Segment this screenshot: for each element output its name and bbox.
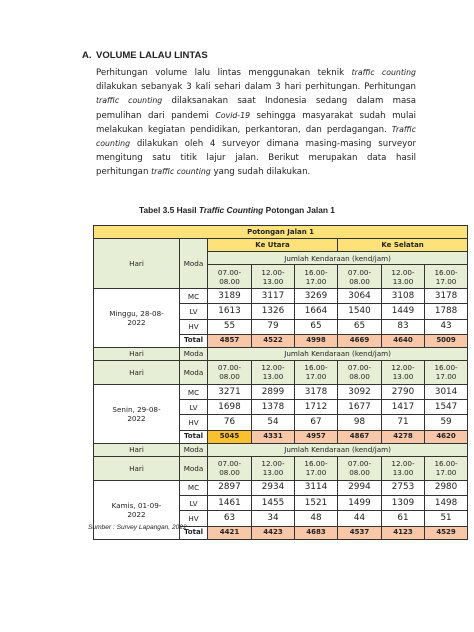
table-row — [94, 456, 468, 480]
header-moda: Moda — [180, 347, 208, 360]
total-cell: 4620 — [425, 430, 468, 443]
table-cell: 48 — [295, 511, 338, 526]
header-unit: Jumlah Kendaraan (kend/jam) — [208, 252, 468, 265]
table-row — [94, 443, 468, 456]
header-time: 12.00- 13.00 — [382, 456, 425, 480]
table-cell: 3178 — [295, 384, 338, 399]
para-text: sehingga masyarakat sudah mulai melakukan kegiatan pendidikan, perkantoran, dan perdagangan. — [96, 110, 416, 135]
header-moda: Moda — [180, 360, 208, 384]
para-italic: Covid-19 — [215, 110, 251, 120]
table-cell: 83 — [382, 319, 425, 334]
header-hari: Hari — [94, 360, 180, 384]
traffic-count-table — [93, 225, 468, 540]
header-time: 07.00- 08.00 — [338, 360, 382, 384]
mode-label: HV — [180, 415, 208, 430]
section-letter: A. — [82, 50, 92, 61]
table-cell: 54 — [252, 415, 295, 430]
table-cell: 1449 — [382, 304, 425, 319]
mode-label: MC — [180, 384, 208, 399]
body-paragraph — [96, 66, 416, 180]
header-time: 12.00- 13.00 — [252, 265, 295, 289]
table-cell: 61 — [382, 511, 425, 526]
table-cell: 3271 — [208, 384, 252, 399]
header-hari: Hari — [94, 456, 180, 480]
total-cell: 4683 — [295, 526, 338, 539]
header-moda: Moda — [180, 239, 208, 289]
day-label: Senin, 29-08- 2022 — [94, 384, 180, 443]
total-cell: 4529 — [425, 526, 468, 539]
table-row — [94, 239, 468, 252]
header-time: 16.00- 17.00 — [425, 265, 468, 289]
table-cell: 44 — [338, 511, 382, 526]
header-time: 16.00- 17.00 — [295, 456, 338, 480]
table-cell: 63 — [208, 511, 252, 526]
total-cell: 4998 — [295, 334, 338, 347]
mode-label: LV — [180, 304, 208, 319]
table-cell: 1378 — [252, 400, 295, 415]
total-cell: 4421 — [208, 526, 252, 539]
caption-italic: Traffic Counting — [198, 205, 264, 215]
table-cell: 1613 — [208, 304, 252, 319]
header-time: 16.00- 17.00 — [295, 360, 338, 384]
table-cell: 2980 — [425, 480, 468, 495]
mode-label: HV — [180, 319, 208, 334]
para-text: dilaksanakan saat Indonesia sedang dalam masa pemulihan dari pandemi — [96, 96, 417, 121]
table-cell: 1712 — [295, 400, 338, 415]
header-time: 12.00- 13.00 — [252, 456, 295, 480]
table-cell: 1498 — [425, 496, 468, 511]
table-cell: 1521 — [295, 496, 338, 511]
header-time: 16.00- 17.00 — [425, 360, 468, 384]
total-cell: 4857 — [208, 334, 252, 347]
table-cell: 1698 — [208, 400, 252, 415]
para-text: dilakukan sebanyak 3 kali sehari dalam 3 hari perhitungan. Perhitungan — [96, 82, 416, 93]
header-time: 07.00- 08.00 — [338, 456, 382, 480]
table-cell: 2899 — [252, 384, 295, 399]
total-cell: 4537 — [338, 526, 382, 539]
table-cell: 1417 — [382, 400, 425, 415]
table-cell: 1326 — [252, 304, 295, 319]
header-hari: Hari — [94, 443, 180, 456]
table-row — [94, 289, 468, 304]
header-time: 07.00- 08.00 — [208, 265, 252, 289]
table-cell: 1499 — [338, 496, 382, 511]
caption-text: Potongan Jalan 1 — [263, 205, 335, 215]
header-ke-utara: Ke Utara — [208, 239, 338, 252]
table-cell: 71 — [382, 415, 425, 430]
section-heading — [82, 50, 208, 61]
table-cell: 2897 — [208, 480, 252, 495]
para-text: dilakukan oleh 4 surveyor dimana masing-masing surveyor mengitung satu titik lajur jalan. Berikut merupakan data hasil perhitungan — [96, 139, 416, 178]
table-cell: 55 — [208, 319, 252, 334]
table-cell: 1309 — [382, 496, 425, 511]
header-time: 07.00- 08.00 — [208, 456, 252, 480]
header-hari: Hari — [94, 239, 180, 289]
table-cell: 1461 — [208, 496, 252, 511]
table-title: Potongan Jalan 1 — [94, 226, 468, 239]
header-time: 16.00- 17.00 — [295, 265, 338, 289]
table-row — [94, 347, 468, 360]
total-cell: 4522 — [252, 334, 295, 347]
table-row — [94, 360, 468, 384]
header-moda: Moda — [180, 443, 208, 456]
para-italic: traffic counting — [151, 167, 211, 177]
header-unit: Jumlah Kendaraan (kend/jam) — [208, 443, 468, 456]
table-cell: 67 — [295, 415, 338, 430]
table-cell: 3269 — [295, 289, 338, 304]
table-cell: 3108 — [382, 289, 425, 304]
mode-label: MC — [180, 480, 208, 495]
header-moda: Moda — [180, 456, 208, 480]
para-italic: traffic counting — [351, 68, 416, 77]
table-cell: 1788 — [425, 304, 468, 319]
mode-label: LV — [180, 496, 208, 511]
day-label: Minggu, 28-08- 2022 — [94, 289, 180, 348]
total-cell: 4123 — [382, 526, 425, 539]
table-cell: 2790 — [382, 384, 425, 399]
table-cell: 1547 — [425, 400, 468, 415]
table-cell: 1455 — [252, 496, 295, 511]
table-cell: 1664 — [295, 304, 338, 319]
table-cell: 2934 — [252, 480, 295, 495]
table-cell: 2994 — [338, 480, 382, 495]
section-title: VOLUME LALAU LINTAS — [96, 50, 208, 61]
table-cell: 43 — [425, 319, 468, 334]
table-row — [94, 226, 468, 239]
header-unit: Jumlah Kendaraan (kend/jam) — [208, 347, 468, 360]
table-caption — [0, 205, 474, 215]
total-label: Total — [180, 526, 208, 539]
header-time: 12.00- 13.00 — [382, 265, 425, 289]
total-cell: 4669 — [338, 334, 382, 347]
total-label: Total — [180, 430, 208, 443]
day-label: Kamis, 01-09- 2022 — [94, 480, 180, 539]
total-cell: 4957 — [295, 430, 338, 443]
table-cell: 76 — [208, 415, 252, 430]
table-cell: 3064 — [338, 289, 382, 304]
header-time: 12.00- 13.00 — [252, 360, 295, 384]
total-cell: 5009 — [425, 334, 468, 347]
table-cell: 34 — [252, 511, 295, 526]
header-time: 07.00- 08.00 — [208, 360, 252, 384]
mode-label: HV — [180, 511, 208, 526]
table-cell: 65 — [295, 319, 338, 334]
table-cell: 98 — [338, 415, 382, 430]
header-time: 12.00- 13.00 — [382, 360, 425, 384]
para-italic: Traffic counting — [96, 124, 416, 149]
total-label: Total — [180, 334, 208, 347]
table-cell: 1540 — [338, 304, 382, 319]
header-time: 16.00- 17.00 — [425, 456, 468, 480]
total-cell: 4640 — [382, 334, 425, 347]
table-cell: 59 — [425, 415, 468, 430]
total-cell: 4278 — [382, 430, 425, 443]
total-cell: 4867 — [338, 430, 382, 443]
source-note: Sumber : Survey Lapangan, 2022 — [88, 524, 187, 531]
total-cell: 4423 — [252, 526, 295, 539]
table-cell: 3014 — [425, 384, 468, 399]
table-row — [94, 480, 468, 495]
table-cell: 3114 — [295, 480, 338, 495]
table-cell: 3189 — [208, 289, 252, 304]
para-text: yang sudah dilakukan. — [210, 167, 311, 178]
table-cell: 2753 — [382, 480, 425, 495]
header-hari: Hari — [94, 347, 180, 360]
para-text: Perhitungan volume lalu lintas menggunakan teknik — [96, 68, 352, 78]
para-italic: traffic counting — [96, 96, 163, 106]
table-cell: 65 — [338, 319, 382, 334]
mode-label: MC — [180, 289, 208, 304]
table-row — [94, 384, 468, 399]
table-cell: 3092 — [338, 384, 382, 399]
header-ke-selatan: Ke Selatan — [338, 239, 468, 252]
total-cell: 4331 — [252, 430, 295, 443]
caption-text: Tabel 3.5 Hasil — [139, 205, 199, 215]
table-cell: 51 — [425, 511, 468, 526]
mode-label: LV — [180, 400, 208, 415]
total-cell: 5045 — [208, 430, 252, 443]
header-time: 07.00- 08.00 — [338, 265, 382, 289]
table-cell: 3178 — [425, 289, 468, 304]
table-cell: 79 — [252, 319, 295, 334]
table-cell: 1677 — [338, 400, 382, 415]
table-cell: 3117 — [252, 289, 295, 304]
